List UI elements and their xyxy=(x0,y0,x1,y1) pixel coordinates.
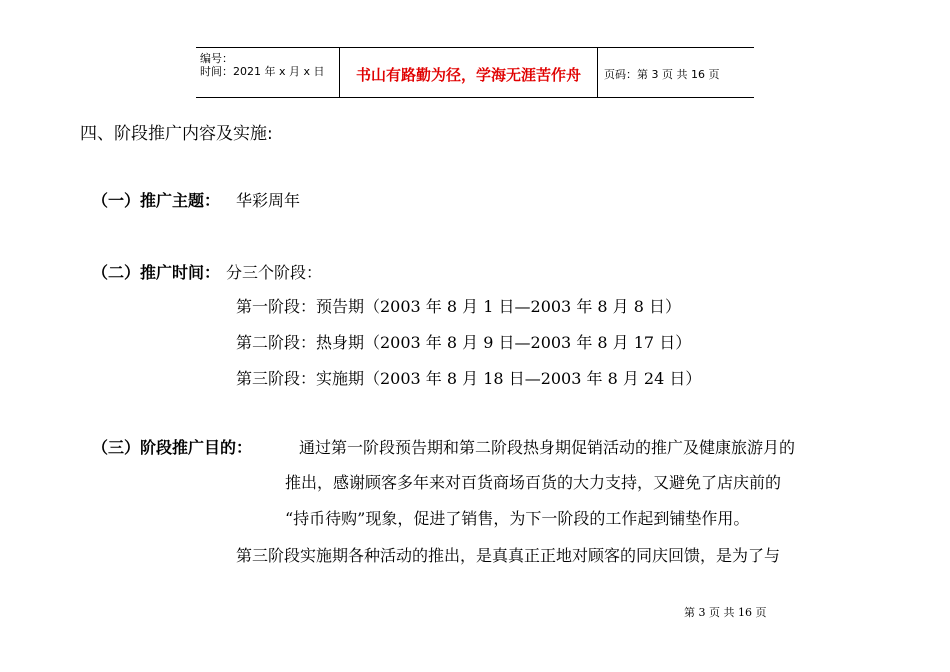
purpose-label: （三）阶段推广目的： xyxy=(92,438,253,457)
document-header xyxy=(196,47,754,98)
purpose-line-4: 第三阶段实施期各种活动的推出，是真真正正地对顾客的同庆回馈，是为了与 xyxy=(236,546,781,565)
purpose-line-1: 通过第一阶段预告期和第二阶段热身期促销活动的推广及健康旅游月的 xyxy=(299,438,796,457)
stage-3: 第三阶段：实施期（2003 年 8 月 18 日—2003 年 8 月 24 日） xyxy=(236,369,702,388)
theme-value: 华彩周年 xyxy=(236,191,301,210)
stage-2: 第二阶段：热身期（2003 年 8 月 9 日—2003 年 8 月 17 日） xyxy=(236,333,692,352)
header-meta xyxy=(196,48,339,97)
schedule-value: 分三个阶段： xyxy=(226,263,323,282)
number-label: 编号： xyxy=(200,52,233,65)
purpose-line-3: “持币待购”现象，促进了销售，为下一阶段的工作起到铺垫作用。 xyxy=(285,509,750,528)
page-footer: 第 3 页 共 16 页 xyxy=(684,606,767,619)
schedule-label: （二）推广时间： xyxy=(92,263,221,282)
theme-label: （一）推广主题： xyxy=(92,191,221,210)
section-title: 四、阶段推广内容及实施: xyxy=(80,124,273,144)
stage-1: 第一阶段：预告期（2003 年 8 月 1 日—2003 年 8 月 8 日） xyxy=(236,297,682,316)
time-label: 时间：2021 年 x 月 x 日 xyxy=(200,65,325,78)
purpose-line-2: 推出，感谢顾客多年来对百货商场百货的大力支持，又避免了店庆前的 xyxy=(285,473,782,492)
header-motto: 书山有路勤为径，学海无涯苦作舟 xyxy=(339,48,598,97)
header-page-code: 页码：第 3 页 共 16 页 xyxy=(604,67,720,81)
